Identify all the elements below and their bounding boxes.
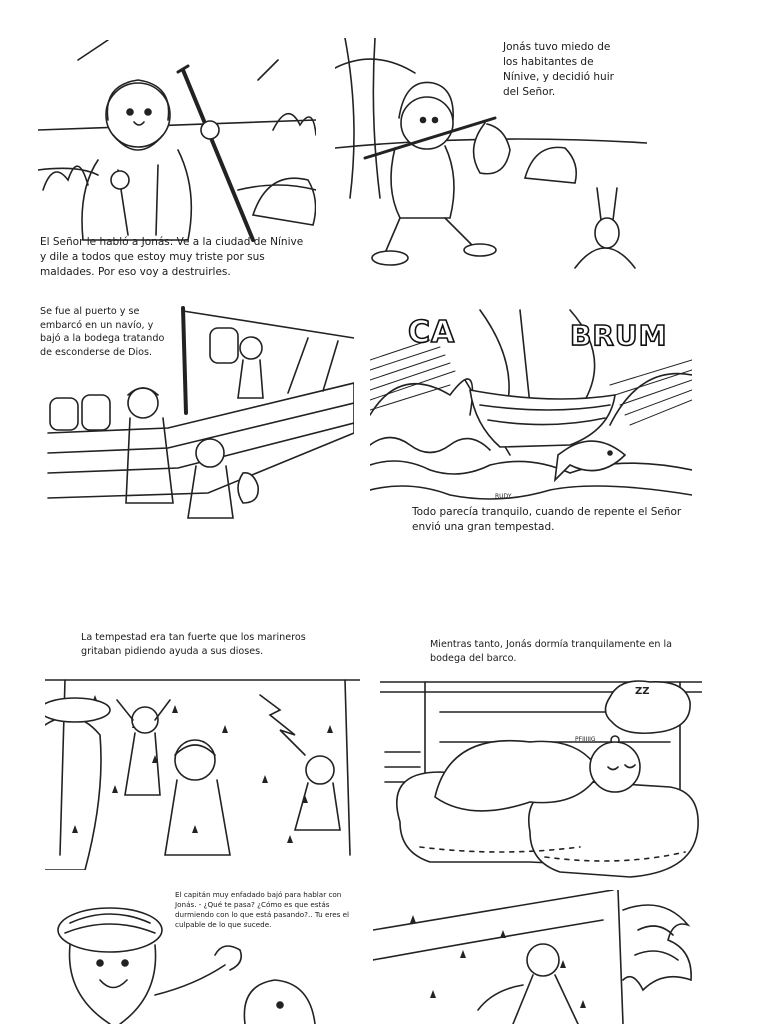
sfx-brum: BRUM: [570, 319, 668, 352]
panel-5-caption: La tempestad era tan fuerte que los marineros gritaban pidiendo ayuda a sus dioses.: [81, 632, 306, 657]
panel-8-illustration: [373, 890, 695, 1024]
panel-6-illustration: [380, 632, 702, 882]
panel-5: [45, 625, 360, 870]
panel-5-illustration: [45, 625, 360, 870]
panel-2-caption: Jonás tuvo miedo de los habitantes de Nínive, y decidió huir del Señor.: [503, 41, 614, 98]
snore-sfx: PFIIIIIG: [575, 736, 596, 743]
panel-6-caption: Mientras tanto, Jonás dormía tranquilamente en la bodega del barco.: [430, 639, 673, 664]
panel-3: [38, 303, 354, 533]
panel-4-caption: Todo parecía tranquilo, cuando de repente el Señor envió una gran tempestad.: [412, 506, 682, 533]
sfx-ca: CA: [408, 315, 456, 350]
panel-6: [380, 632, 702, 882]
panel-7-caption: El capitán muy enfadado bajó para hablar con Jonás. - ¿Qué te pasa? ¿Cómo es que estás durmiendo con lo que está pasando?.. Tu eres el culpable de lo que sucede.: [175, 890, 350, 929]
panel-1: [38, 40, 316, 285]
panel-2: [335, 38, 647, 283]
panel-1-caption: El Señor le habló a Jonás: Ve a la ciudad de Nínive y dile a todos que estoy muy triste por sus maldades. Por eso voy a destruirles.: [40, 236, 304, 278]
artist-signature: RUDY: [495, 493, 512, 500]
panel-3-caption: Se fue al puerto y se embarcó en un navío, y bajó a la bodega tratando de esconderse de Dios.: [40, 306, 165, 358]
panel-7: [45, 885, 363, 1024]
dream-zz: ZZ: [635, 686, 650, 697]
panel-8: [373, 890, 695, 1024]
panel-4: [370, 305, 692, 540]
